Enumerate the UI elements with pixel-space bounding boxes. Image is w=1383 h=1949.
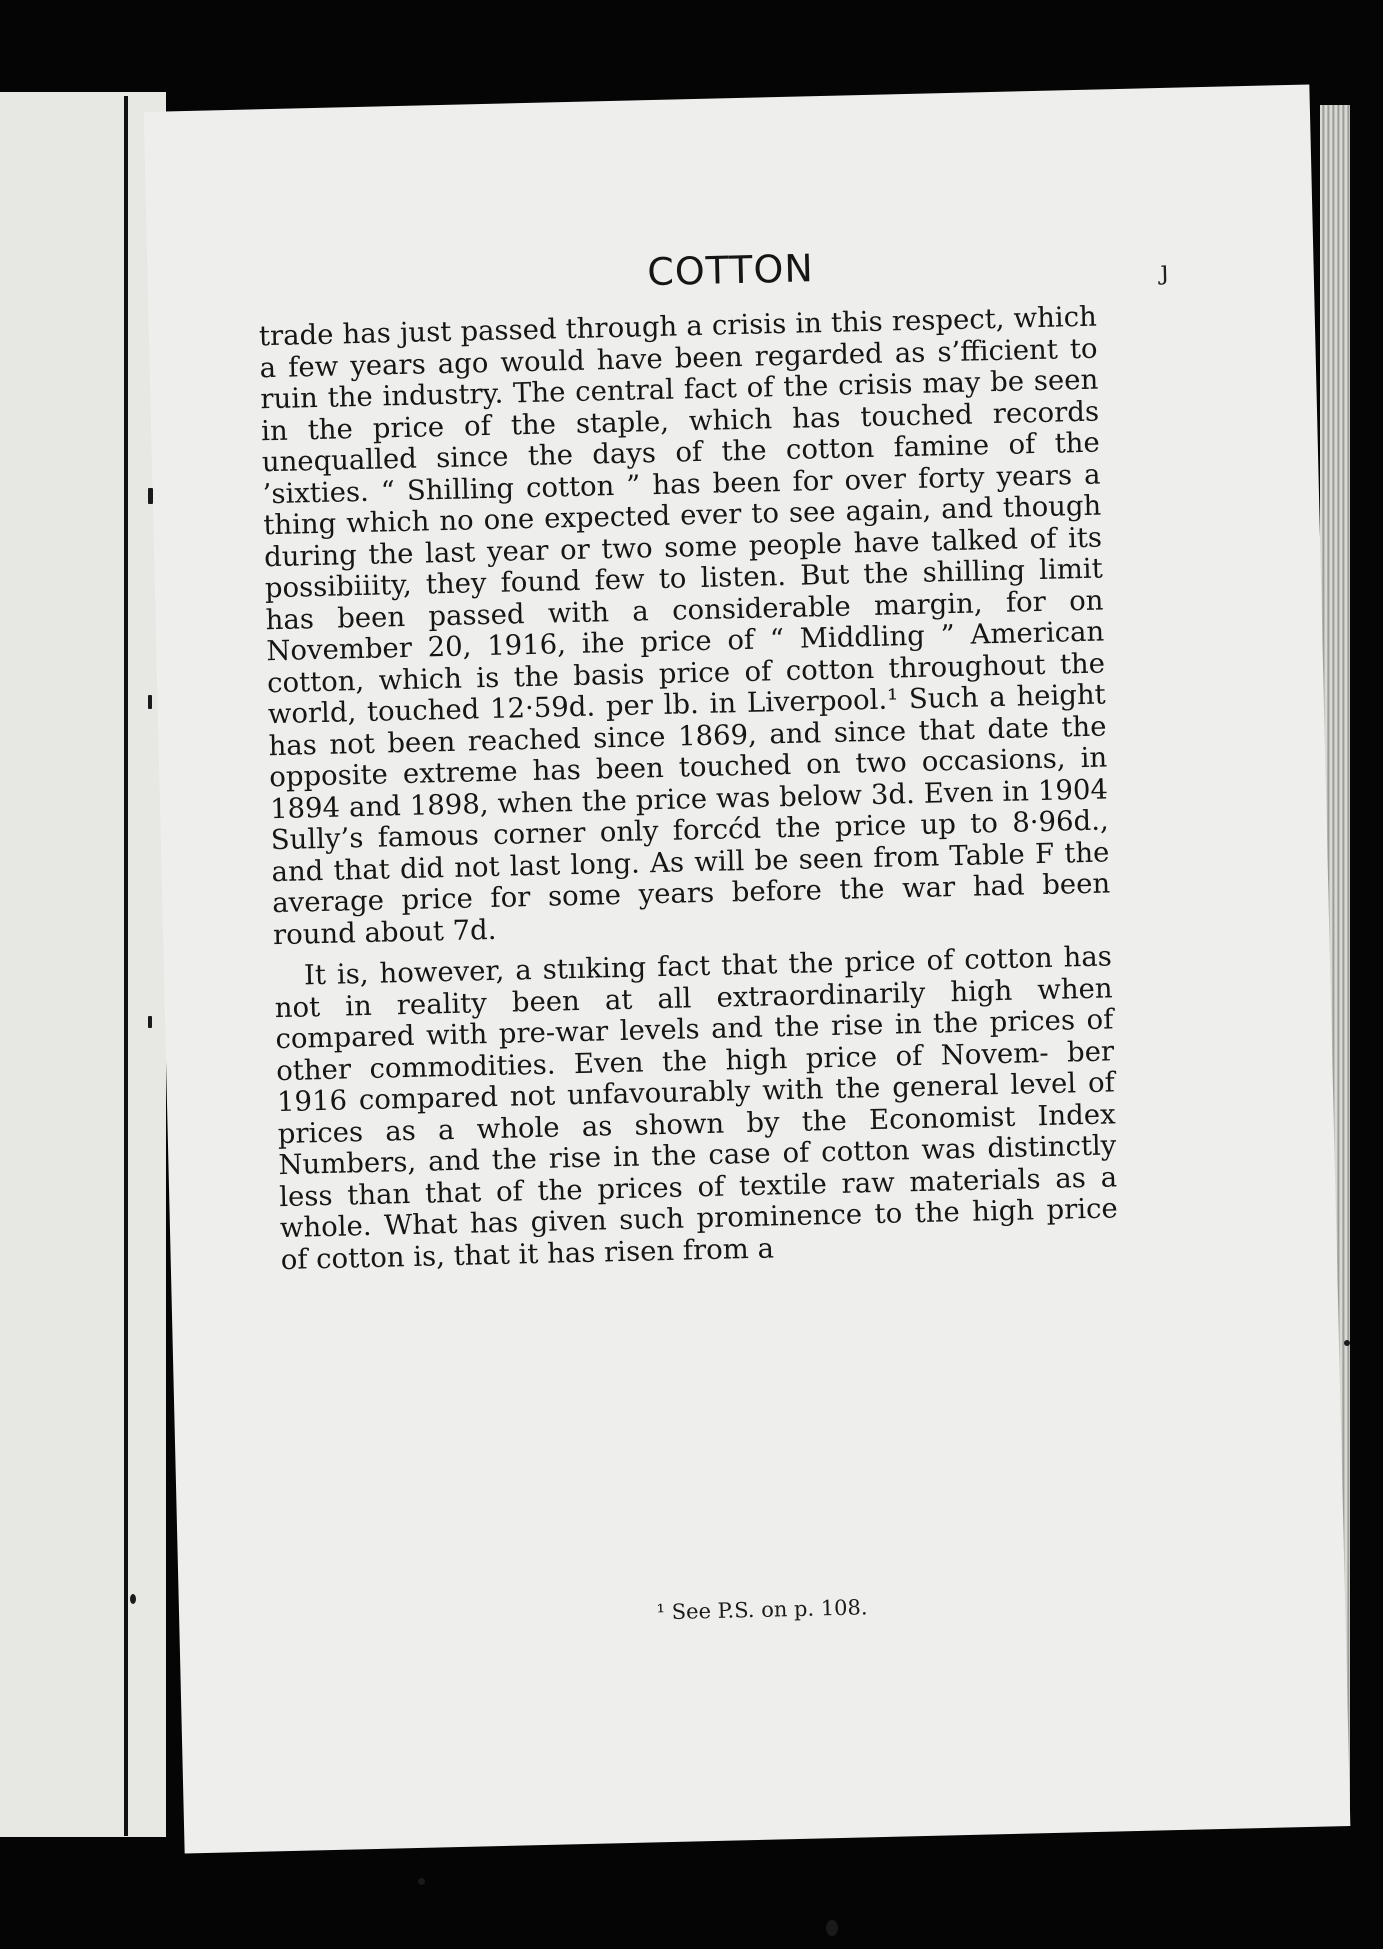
book-page xyxy=(144,85,1351,1854)
left-page-fragment xyxy=(0,92,166,1837)
speck xyxy=(148,1016,152,1028)
speck xyxy=(418,1878,425,1885)
gutter-rule xyxy=(124,96,128,1836)
running-header: COTTON xyxy=(646,246,815,295)
speck xyxy=(148,695,152,709)
speck xyxy=(1344,1340,1350,1346)
body-text xyxy=(259,302,1119,1276)
speck xyxy=(130,1594,136,1604)
paragraph-2: It is, however, a stııking fact that the price of cotton has not in reality been at all extraordinarily high when compared with pre-war levels and the rise in the prices of other commodities. Even the high price of Novem- ber 1916 compared not unfavourably with the general level of prices as a whole as shown by the Economist Index Numbers, and the rise in the case of cotton was distinctly less than that of the prices of textile raw materials as a whole. What has given such prominence to the high price of cotton is, that it has risen from a xyxy=(274,940,1119,1276)
paragraph-1: trade has just passed through a crisis in this respect, which a few years ago would have been regarded as s’fficient to ruin the industry. The central fact of the crisis may be seen in the price of the staple, which has touched records unequalled since the days of the cotton famine of the ’sixties. “ Shilling cotton ” has been for over forty years a thing which no one expected ever to see again, and though during the last year or two some people have talked of its possibiiity, they found few to listen. But the shilling limit has been passed with a considerable margin, for on November 20, 1916, ihe price of “ Middling ” American cotton, which is the basis price of cotton throughout the world, touched 12·59d. per lb. in Liverpool.¹ Such a height has not been reached since 1869, and since that date the opposite extreme has been touched on two occasions, in 1894 and 1898, when the price was below 3d. Even in 1904 Sully’s famous corner only forcćd the price up to 8·96d., and that did not last long. As will be seen from Table F the average price for some years before the war had been round about 7d. xyxy=(258,300,1111,951)
speck xyxy=(148,488,153,504)
page-number: ȷ xyxy=(1160,255,1170,287)
footnote: ¹ See P.S. on p. 108. xyxy=(656,1595,868,1625)
speck xyxy=(826,1920,838,1936)
